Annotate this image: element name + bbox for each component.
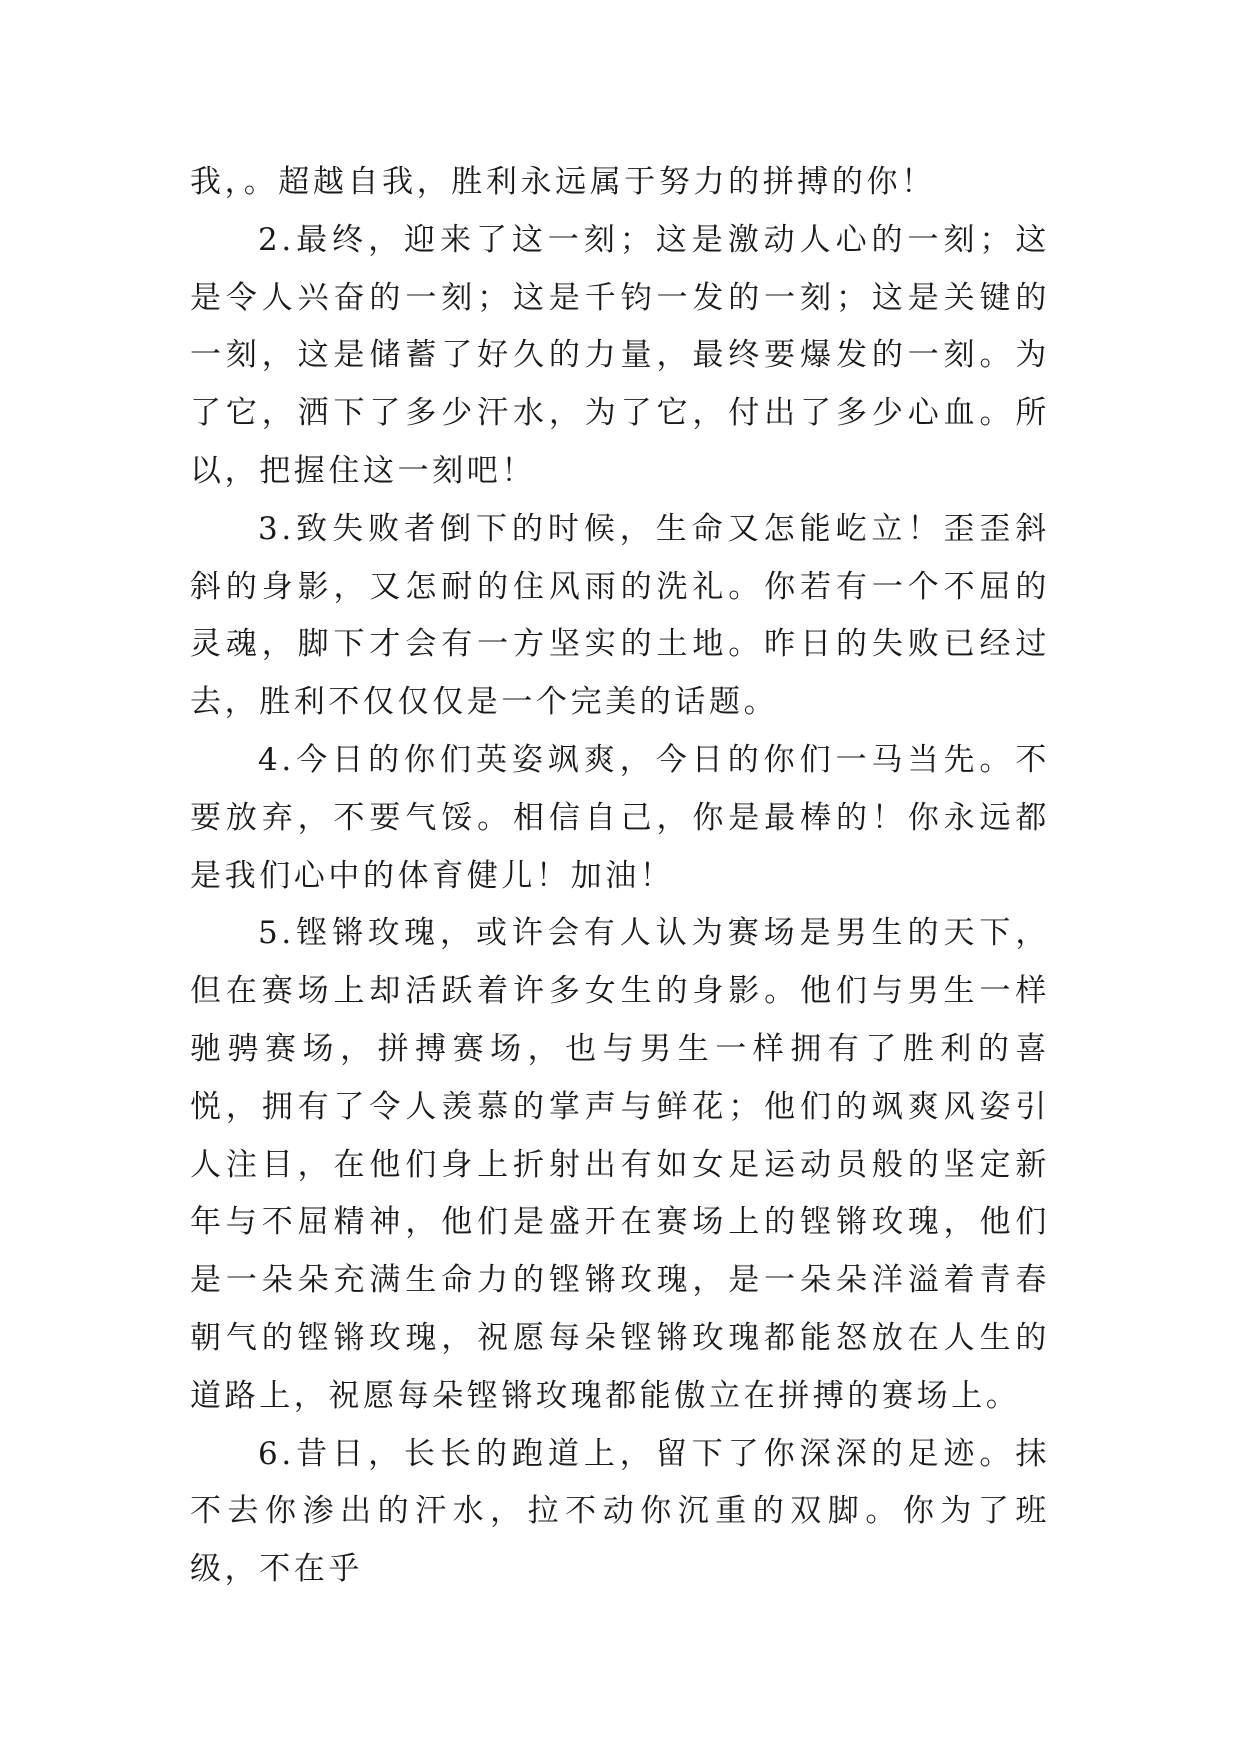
paragraph-4: 4.今日的你们英姿飒爽，今日的你们一马当先。不要放弃，不要气馁。相信自己，你是最棒的！你永远都是我们心中的体育健儿！加油！ — [190, 741, 1050, 894]
paragraph-5: 5.铿锵玫瑰，或许会有人认为赛场是男生的天下，但在赛场上却活跃着许多女生的身影。他们与男生一样驰骋赛场，拼搏赛场，也与男生一样拥有了胜利的喜悦，拥有了令人羡慕的掌声与鲜花；他们的飒爽风姿引人注目，在他们身上折射出有如女足运动员般的坚定新年与不屈精神，他们是盛开在赛场上的铿锵玫瑰，他们是一朵朵充满生命力的铿锵玫瑰，是一朵朵洋溢着青春朝气的铿锵玫瑰，祝愿每朵铿锵玫瑰都能怒放在人生的道路上，祝愿每朵铿锵玫瑰都能傲立在拼搏的赛场上。 — [190, 915, 1050, 1414]
document-body — [190, 154, 1050, 1599]
paragraph-3: 3.致失败者倒下的时候，生命又怎能屹立！歪歪斜斜的身影，又怎耐的住风雨的洗礼。你若有一个不屈的灵魂，脚下才会有一方坚实的土地。昨日的失败已经过去，胜利不仅仅仅是一个完美的话题。 — [190, 510, 1050, 721]
paragraph-continuation: 我，。超越自我，胜利永远属于努力的拼搏的你！ — [190, 164, 936, 200]
paragraph-2: 2.最终，迎来了这一刻；这是激动人心的一刻；这是令人兴奋的一刻；这是千钧一发的一刻；这是关键的一刻，这是储蓄了好久的力量，最终要爆发的一刻。为了它，洒下了多少汗水，为了它，付出了多少心血。所以，把握住这一刻吧！ — [190, 221, 1050, 489]
paragraph-6: 6.昔日，长长的跑道上，留下了你深深的足迹。抹不去你渗出的汗水，拉不动你沉重的双脚。你为了班级，不在乎 — [190, 1435, 1050, 1588]
